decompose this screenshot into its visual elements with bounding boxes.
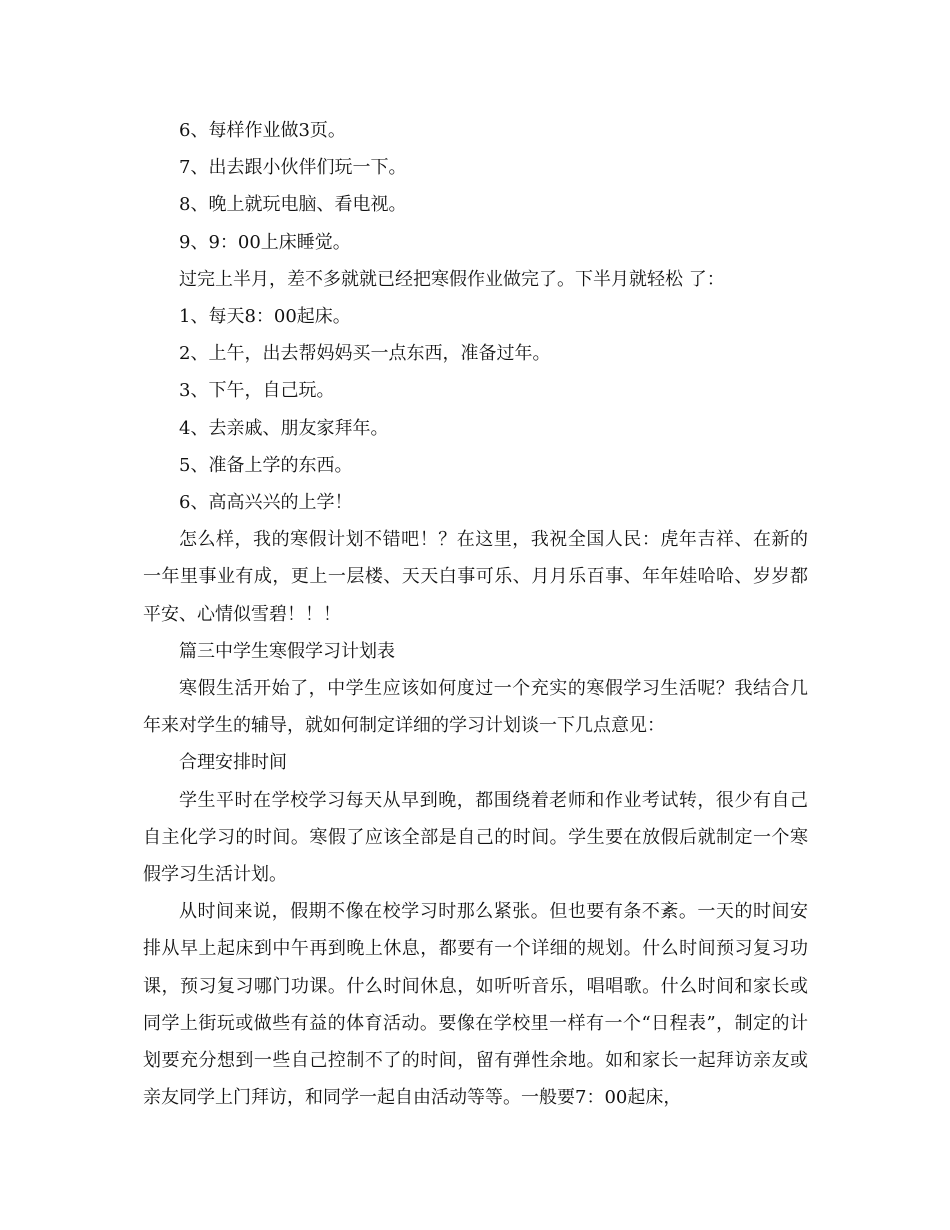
paragraph-self-study-time: 学生平时在学校学习每天从早到晚，都围绕着老师和作业考试转，很少有自己自主化学习的时间。寒假了应该全部是自己的时间。学生要在放假后就制定一个寒假学习生活计划。 [143,789,808,886]
list-item-morning-shopping: 2、上午，出去帮妈妈买一点东西，准备过年。 [179,343,551,365]
paragraph-winter-study-intro: 寒假生活开始了，中学生应该如何度过一个充实的寒假学习生活呢？我结合几年来对学生的辅导，就如何制定详细的学习计划谈一下几点意见： [143,678,808,737]
subheading-time-arrangement: 合理安排时间 [179,752,287,774]
document-body [143,112,808,1116]
paragraph-new-year-wishes: 怎么样，我的寒假计划不错吧！？在这里，我祝全国人民：虎年吉祥、在新的一年里事业有成，更上一层楼、天天白事可乐、月月乐百事、年年娃哈哈、岁岁都平安、心情似雪碧！！！ [143,529,808,625]
list-item-bedtime: 9、9：00上床睡觉。 [179,231,351,253]
list-item-afternoon-play: 3、下午，自己玩。 [179,380,335,402]
paragraph-second-half-intro: 过完上半月，差不多就就已经把寒假作业做完了。下半月就轻松 了： [179,268,725,290]
section-heading-part-three: 篇三中学生寒假学习计划表 [179,640,395,662]
list-item-evening-computer-tv: 8、晚上就玩电脑、看电视。 [179,194,407,216]
list-item-homework-pages: 6、每样作业做3页。 [179,120,346,141]
list-item-wake-up: 1、每天8：00起床。 [179,306,351,328]
list-item-back-to-school: 6、高高兴兴的上学！ [179,492,353,514]
list-item-prepare-school: 5、准备上学的东西。 [179,454,353,476]
list-item-play-with-friends: 7、出去跟小伙伴们玩一下。 [179,157,407,179]
paragraph-daily-schedule: 从时间来说，假期不像在校学习时那么紧张。但也要有条不紊。一天的时间安排从早上起床到中午再到晚上休息，都要有一个详细的规划。什么时间预习复习功课，预习复习哪门功课。什么时间休息，如听听音乐，唱唱歌。什么时间和家长或同学上街玩或做些有益的体育活动。要像在学校里一样有一个“日程表”，制定的计划要充分想到一些自己控制不了的时间，留有弹性余地。如和家长一起拜访亲友或亲友同学上门拜访，和同学一起自由活动等等。一般要7：00起床， [143,901,808,1109]
list-item-new-year-visits: 4、去亲戚、朋友家拜年。 [179,417,389,439]
